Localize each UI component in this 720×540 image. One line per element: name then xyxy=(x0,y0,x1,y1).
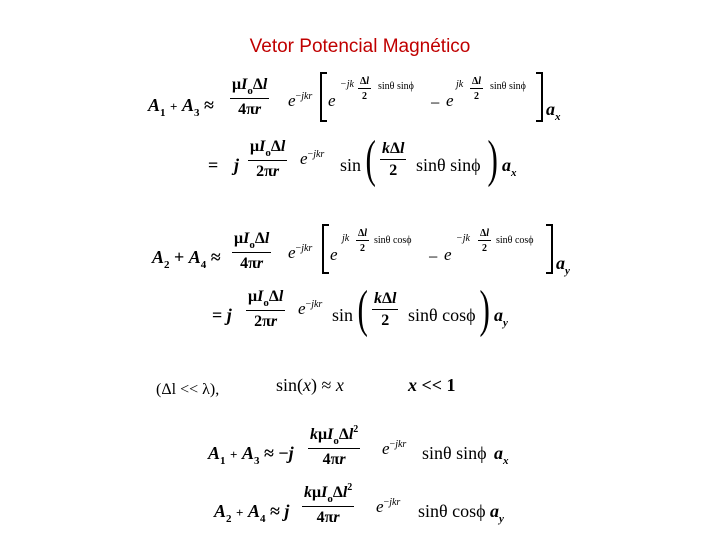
approx-sin: sin(x) ≈ x xyxy=(276,375,344,395)
approx-condition: (Δl << λ), xyxy=(156,381,220,398)
page-title: Vetor Potencial Magnético xyxy=(249,36,471,57)
approx-x: x << 1 xyxy=(408,375,456,395)
